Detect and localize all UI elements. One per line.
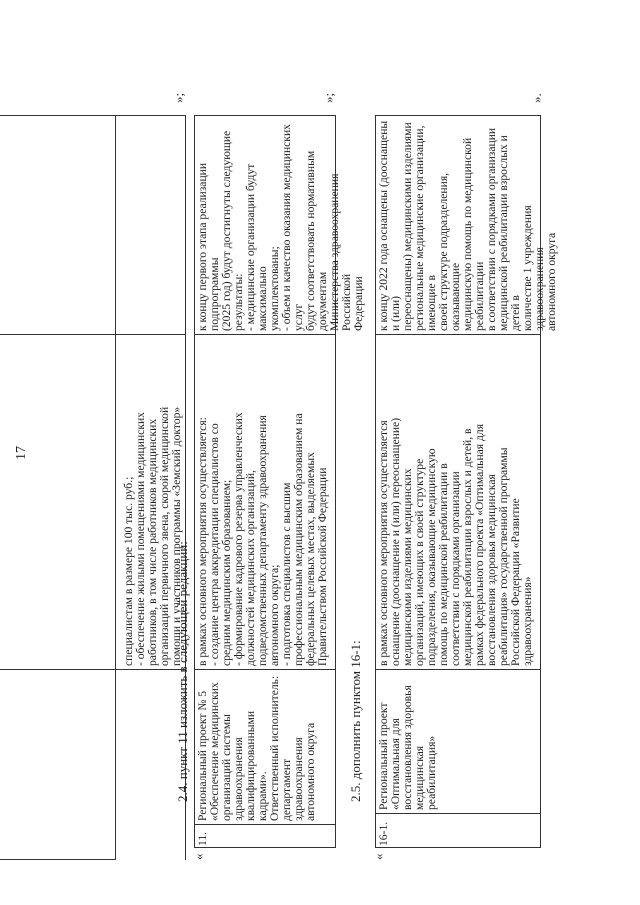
item-11-measures-cell: в рамках основного мероприятия осуществляется: - создание центра аккредитации специалистов со средним медицинским образованием; - формирование кадрового резерва управленческих должностей медицинских организаций, подведомственных департаменту здравоохранения автономного округа; - подготовка специалистов с высшим профессиональным медицинским образованием на федеральных целевых местах, выделяемых Правительством Российской Федерации: [196, 412, 329, 666]
item-16-1-results-cell: к концу 2022 года оснащены (дооснащены и (или) переоснащены) медицинскими изделиями региональные медицинские организации, имеющие в своей структуре подразделения, оказывающие медицинскую помощь по медицинской реабилитации в соответствии с порядками организации медицинской реабилитации взрослых и детей в количестве 1 учреждения здравоохранения автономного округа: [377, 120, 558, 331]
page-number: 17: [14, 446, 29, 460]
item-11-number: 11.: [196, 831, 209, 846]
closing-quote-3: ».: [529, 93, 544, 103]
section-2-4-heading: 2.4. пункт 11 изложить в следующей редакции:: [175, 541, 190, 802]
closing-quote-2: »;: [321, 92, 336, 103]
table-top-measures-cell: специалистам в размере 100 тыс. руб.; - обеспечение жилыми помещениями медицинских работников, в том числе работников медицинских организаций первичного звена, скорой медицинской помощи и участников программы «Земский доктор»: [122, 406, 183, 666]
item-11-results-cell: к концу первого этапа реализации подпрограммы (2025 год) будут достигнуты следующие результаты: - медицинские организации будут максимально укомплектованы; - объем и качество оказания медицинских услуг будут соответствовать нормативным документам Министерства здравоохранения Российской Федерации: [196, 124, 365, 331]
section-2-5-heading: 2.5. дополнить пунктом 16-1:: [348, 640, 363, 802]
item-11-project-cell: Региональный проект № 5 «Обеспечение медицинских организаций системы здравоохранения квалифицированными кадрами». Ответственный исполнитель: департамент здравоохранения автономного округа: [196, 675, 317, 821]
closing-quote-1: »;: [171, 92, 186, 103]
opening-quote-2: «: [371, 853, 386, 860]
opening-quote-1: «: [191, 853, 206, 860]
item-16-1-number: 16-1.: [377, 821, 390, 846]
item-16-1-project-cell: Региональный проект «Оптимальная для восстановления здоровья медицинская реабилитация»: [377, 685, 438, 810]
item-16-1-measures-cell: в рамках основного мероприятия осуществляется оснащение (дооснащение и (или) переоснащение) медицинскими изделиями медицинских организаций, имеющих в своей структуре подразделения, оказывающие медицинскую помощь по медицинской реабилитации в соответствии с порядками организации медицинской реабилитации взрослых и детей, в рамках федерального проекта «Оптимальная для восстановления здоровья медицинская реабилитация» государственной программы Российской Федерации «Развитие здравоохранения»: [377, 417, 534, 666]
